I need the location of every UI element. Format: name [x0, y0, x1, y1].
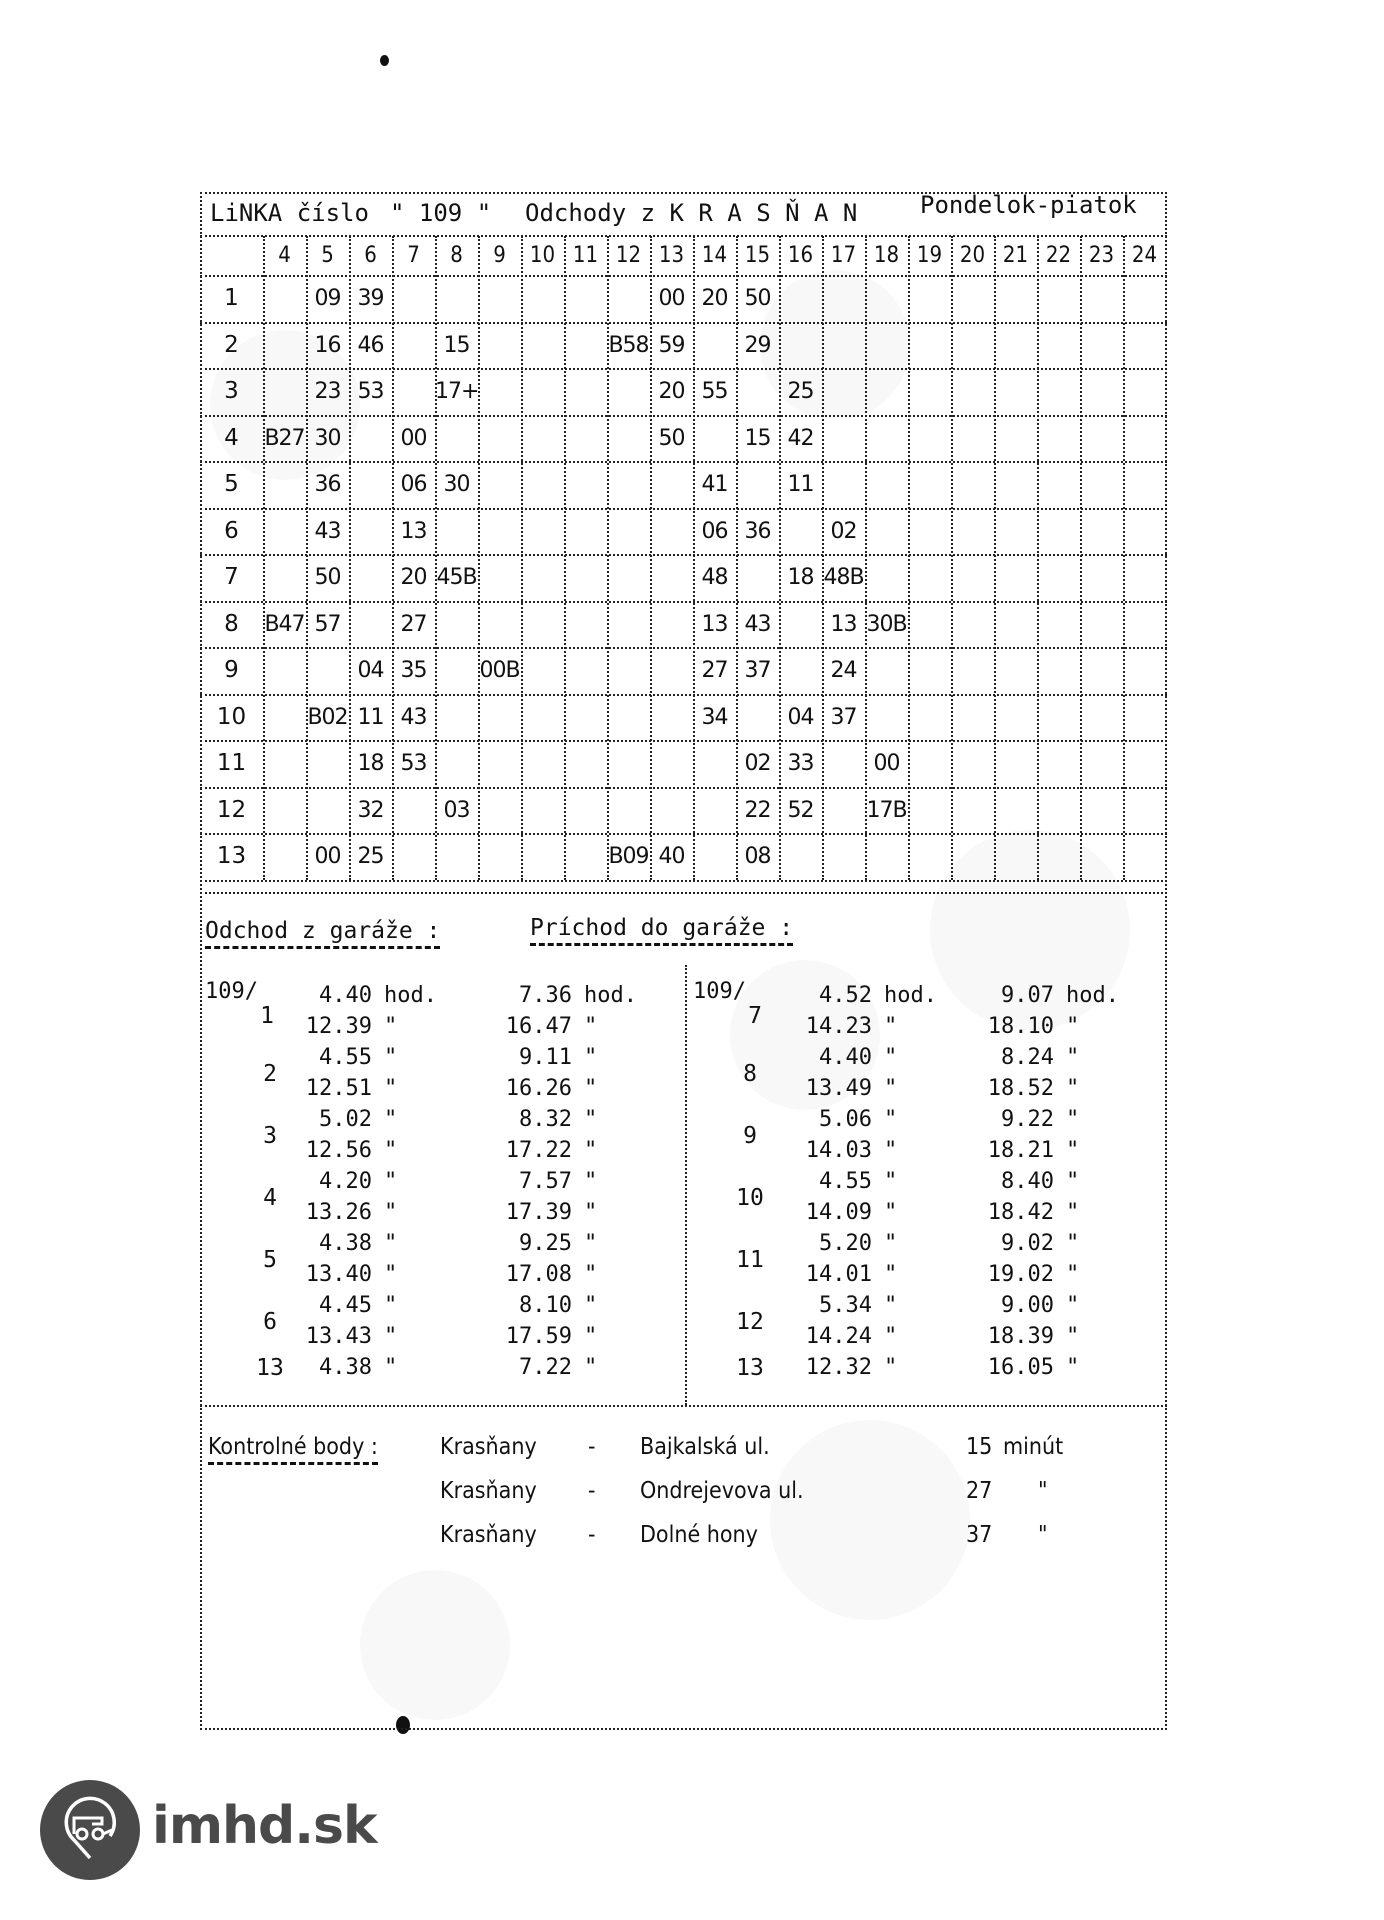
departure-minute: 53: [357, 379, 384, 404]
hour-column-divider: [779, 236, 781, 880]
garage-arrival-time: 18.10: [987, 1014, 1054, 1039]
hour-header: 7: [407, 243, 420, 268]
control-unit: ": [1038, 1478, 1048, 1504]
hour-header: 15: [744, 243, 771, 268]
control-unit: ": [1038, 1522, 1048, 1548]
departure-minute: B09: [608, 844, 649, 869]
row-label-divider: [263, 236, 265, 880]
control-divider: [200, 1405, 1167, 1407]
hour-header: 19: [916, 243, 943, 268]
ditto-mark: ": [1066, 1262, 1080, 1287]
departure-minute: 00: [314, 844, 341, 869]
ditto-mark: ": [584, 1045, 598, 1070]
ditto-mark: ": [884, 1169, 898, 1194]
control-points-label: Kontrolné body :: [208, 1434, 378, 1465]
ditto-mark: ": [884, 1231, 898, 1256]
bus-number: 13: [256, 1355, 284, 1381]
garage-arrival-time: 19.02: [987, 1262, 1054, 1287]
garage-arrival-time: 18.21: [987, 1138, 1054, 1163]
departure-minute: 43: [744, 611, 771, 637]
bus-number: 5: [263, 1246, 277, 1273]
departure-minute: 09: [314, 286, 341, 311]
garage-departure-title: [205, 918, 440, 944]
ditto-mark: ": [384, 1107, 398, 1132]
departure-minute: 22: [744, 797, 771, 823]
garage-arrival-time: 7.22: [519, 1355, 572, 1380]
hours-unit: hod.: [1066, 983, 1119, 1008]
garage-prefix: 109/: [693, 979, 746, 1004]
control-dash: -: [588, 1478, 596, 1504]
garage-arrival-time: 8.32: [519, 1107, 572, 1132]
garage-arrival-time: 18.42: [987, 1200, 1054, 1225]
garage-arrival-time: 17.08: [505, 1262, 572, 1287]
row-divider: [200, 415, 1167, 417]
garage-arrival-time: 8.24: [1001, 1045, 1054, 1070]
bus-number: 6: [263, 1308, 277, 1335]
ditto-mark: ": [884, 1324, 898, 1349]
control-from: Krasňany: [440, 1434, 537, 1460]
hour-header: 12: [615, 243, 642, 268]
departure-minute: 13: [400, 518, 427, 544]
ditto-mark: ": [584, 1107, 598, 1132]
ditto-mark: ": [1066, 1355, 1080, 1380]
ditto-mark: ": [1066, 1231, 1080, 1256]
hour-header: 8: [450, 243, 463, 268]
ditto-mark: ": [884, 1014, 898, 1039]
ditto-mark: ": [384, 1014, 398, 1039]
departure-minute: 40: [658, 844, 685, 869]
garage-departure-time: 14.23: [805, 1014, 872, 1039]
departure-minute: 02: [744, 751, 771, 776]
departure-minute: 03: [443, 797, 470, 823]
departure-minute: 02: [830, 518, 857, 544]
departure-minute: 24: [830, 658, 857, 683]
hour-column-divider: [564, 236, 566, 880]
departure-minute: 37: [830, 704, 857, 730]
departure-minute: 17+: [435, 379, 479, 404]
ditto-mark: ": [884, 1293, 898, 1318]
ditto-mark: ": [1066, 1107, 1080, 1132]
departure-minute: B58: [608, 332, 649, 358]
control-from: Krasňany: [440, 1478, 537, 1504]
departure-minute: 25: [357, 844, 384, 869]
operating-days: Pondelok-piatok: [920, 191, 1137, 219]
row-divider: [200, 647, 1167, 649]
departure-minute: 27: [701, 658, 728, 683]
ditto-mark: ": [584, 1324, 598, 1349]
hours-unit: hod.: [584, 983, 637, 1008]
ditto-mark: ": [584, 1293, 598, 1318]
garage-departure-time: 12.32: [805, 1355, 872, 1380]
departure-minute: 59: [658, 332, 685, 358]
bus-number: 9: [743, 1122, 757, 1149]
departure-minute: 29: [744, 332, 771, 358]
ditto-mark: ": [384, 1231, 398, 1256]
garage-departure-label: Odchod z garáže :: [205, 918, 440, 949]
garage-arrival-time: 17.22: [505, 1138, 572, 1163]
departure-minute: 50: [314, 565, 341, 590]
garage-arrival-time: 17.39: [505, 1200, 572, 1225]
ditto-mark: ": [884, 1200, 898, 1225]
row-label: 5: [224, 471, 239, 497]
garage-departure-time: 4.20: [319, 1169, 372, 1194]
hour-header: 21: [1002, 243, 1029, 268]
bus-number: 10: [736, 1184, 764, 1211]
garage-departure-time: 4.45: [319, 1293, 372, 1318]
garage-column-divider: [685, 965, 687, 1405]
garage-arrival-time: 18.39: [987, 1324, 1054, 1349]
departure-minute: 30B: [866, 611, 907, 637]
ditto-mark: ": [384, 1169, 398, 1194]
departure-minute: 25: [787, 379, 814, 404]
bus-number: 7: [748, 1002, 762, 1029]
control-dash: -: [588, 1434, 596, 1460]
hour-header: 20: [959, 243, 986, 268]
garage-arrival-time: 16.26: [505, 1076, 572, 1101]
garage-departure-time: 5.20: [819, 1231, 872, 1256]
ditto-mark: ": [384, 1076, 398, 1101]
control-minutes: 37: [966, 1522, 993, 1548]
departures-from: Odchody z K R A S Ň A N: [525, 199, 858, 227]
departure-minute: 13: [701, 611, 728, 637]
departure-minute: 48B: [823, 565, 864, 590]
garage-departure-time: 4.38: [319, 1231, 372, 1256]
control-from: Krasňany: [440, 1522, 537, 1548]
row-divider: [200, 508, 1167, 510]
title-divider: [200, 235, 1167, 237]
departure-minute: B02: [307, 704, 348, 730]
departure-minute: 36: [314, 472, 341, 497]
garage-departure-time: 14.01: [805, 1262, 872, 1287]
hours-unit: hod.: [384, 983, 437, 1008]
departure-minute: 55: [701, 379, 728, 404]
departure-minute: 23: [314, 379, 341, 404]
bus-number: 8: [743, 1060, 757, 1087]
departure-minute: 36: [744, 518, 771, 544]
row-label: 13: [216, 843, 247, 869]
departure-minute: 00: [400, 425, 427, 451]
ditto-mark: ": [1066, 1324, 1080, 1349]
garage-arrival-time: 9.02: [1001, 1231, 1054, 1256]
control-to: Dolné hony: [640, 1522, 758, 1548]
hour-header: 11: [572, 243, 599, 268]
departure-minute: 18: [787, 565, 814, 590]
hour-column-divider: [693, 236, 695, 880]
departure-minute: 48: [701, 565, 728, 590]
garage-departure-time: 5.02: [319, 1107, 372, 1132]
departure-minute: 15: [744, 425, 771, 451]
garage-departure-time: 13.49: [805, 1076, 872, 1101]
ditto-mark: ": [1066, 1169, 1080, 1194]
hour-column-divider: [865, 236, 867, 880]
departure-minute: 41: [701, 472, 728, 497]
hour-header: 23: [1088, 243, 1115, 268]
row-divider: [200, 601, 1167, 603]
garage-departure-time: 5.06: [819, 1107, 872, 1132]
departure-minute: B27: [264, 425, 305, 451]
garage-arrival-time: 18.52: [987, 1076, 1054, 1101]
garage-departure-time: 4.40: [319, 983, 372, 1008]
departure-minute: 30: [443, 472, 470, 497]
hour-header: 16: [787, 243, 814, 268]
bus-number: 4: [263, 1184, 277, 1211]
garage-arrival-time: 16.05: [987, 1355, 1054, 1380]
departure-minute: 57: [314, 611, 341, 637]
line-label: LiNKA číslo: [210, 199, 369, 227]
ditto-mark: ": [384, 1293, 398, 1318]
ditto-mark: ": [384, 1138, 398, 1163]
departure-minute: 35: [400, 658, 427, 683]
row-label: 6: [224, 517, 239, 544]
garage-arrival-label: Príchod do garáže :: [530, 915, 793, 946]
departure-minute: 43: [400, 704, 427, 730]
departure-minute: 34: [701, 704, 728, 730]
hour-header: 9: [493, 243, 506, 268]
hour-header: 24: [1131, 243, 1158, 268]
row-divider: [200, 740, 1167, 742]
garage-arrival-time: 9.25: [519, 1231, 572, 1256]
row-label: 1: [224, 285, 239, 311]
garage-arrival-time: 8.10: [519, 1293, 572, 1318]
control-to: Ondrejevova ul.: [640, 1478, 804, 1504]
hour-header: 22: [1045, 243, 1072, 268]
bus-pin-icon: [40, 1780, 140, 1880]
garage-arrival-time: 9.22: [1001, 1107, 1054, 1132]
departure-minute: 37: [744, 658, 771, 683]
garage-prefix: 109/: [205, 979, 258, 1004]
departure-minute: 50: [744, 286, 771, 311]
row-divider: [200, 694, 1167, 696]
departure-minute: B47: [264, 611, 305, 637]
departure-minute: 20: [400, 565, 427, 590]
departure-minute: 20: [658, 379, 685, 404]
departure-minute: 04: [357, 658, 384, 683]
departure-minute: 27: [400, 611, 427, 637]
ditto-mark: ": [384, 1045, 398, 1070]
garage-departure-time: 12.56: [305, 1138, 372, 1163]
departure-minute: 46: [357, 332, 384, 358]
row-divider: [200, 322, 1167, 324]
brand-name: imhd.sk: [152, 1796, 377, 1856]
row-label: 8: [224, 610, 239, 637]
bus-number: 1: [260, 1002, 274, 1029]
row-label: 3: [224, 378, 239, 404]
bus-number: 11: [736, 1246, 764, 1273]
bus-number: 13: [736, 1355, 764, 1381]
row-divider: [200, 368, 1167, 370]
garage-departure-time: 5.34: [819, 1293, 872, 1318]
hour-header: 13: [658, 243, 685, 268]
row-label: 2: [224, 331, 239, 358]
ditto-mark: ": [584, 1014, 598, 1039]
row-label: 11: [216, 750, 247, 776]
hour-column-divider: [1080, 236, 1082, 880]
departure-minute: 00: [873, 751, 900, 776]
ditto-mark: ": [384, 1324, 398, 1349]
departure-minute: 08: [744, 844, 771, 869]
bus-number: 12: [736, 1308, 764, 1335]
row-divider: [200, 787, 1167, 789]
ditto-mark: ": [1066, 1293, 1080, 1318]
departure-minute: 13: [830, 611, 857, 637]
departure-minute: 06: [701, 518, 728, 544]
ditto-mark: ": [1066, 1076, 1080, 1101]
garage-arrival-time: 16.47: [505, 1014, 572, 1039]
control-unit: minút: [1003, 1434, 1064, 1460]
departure-minute: 53: [400, 751, 427, 776]
departure-minute: 20: [701, 286, 728, 311]
hour-header: 10: [529, 243, 556, 268]
departure-minute: 43: [314, 518, 341, 544]
garage-arrival-time: 17.59: [505, 1324, 572, 1349]
departure-minute: 30: [314, 425, 341, 451]
line-number: " 109 ": [390, 199, 492, 227]
garage-departure-time: 13.26: [305, 1200, 372, 1225]
departure-minute: 42: [787, 425, 814, 451]
garage-departure-time: 12.39: [305, 1014, 372, 1039]
garage-arrival-time: 9.07: [1001, 983, 1054, 1008]
row-label: 12: [216, 796, 247, 823]
ditto-mark: ": [584, 1169, 598, 1194]
ditto-mark: ": [884, 1355, 898, 1380]
ditto-mark: ": [884, 1045, 898, 1070]
hour-column-divider: [478, 236, 480, 880]
hour-column-divider: [908, 236, 910, 880]
ditto-mark: ": [384, 1355, 398, 1380]
hour-header: 17: [830, 243, 857, 268]
hour-column-divider: [1123, 236, 1125, 880]
garage-departure-time: 12.51: [305, 1076, 372, 1101]
row-divider: [200, 461, 1167, 463]
departure-minute: 16: [314, 332, 341, 358]
hour-header: 4: [278, 243, 291, 268]
departure-minute: 06: [400, 472, 427, 497]
ditto-mark: ": [1066, 1045, 1080, 1070]
ditto-mark: ": [584, 1231, 598, 1256]
hour-header: 18: [873, 243, 900, 268]
departure-minute: 00B: [479, 658, 520, 683]
garage-departure-time: 4.55: [319, 1045, 372, 1070]
control-points-title: [208, 1434, 378, 1460]
departure-minute: 18: [357, 751, 384, 776]
departure-minute: 32: [357, 797, 384, 823]
garage-departure-time: 13.43: [305, 1324, 372, 1349]
garage-departure-time: 14.09: [805, 1200, 872, 1225]
row-label: 4: [224, 424, 239, 451]
departure-minute: 33: [787, 751, 814, 776]
row-label: 9: [224, 657, 239, 683]
ditto-mark: ": [584, 1138, 598, 1163]
garage-departure-time: 4.38: [319, 1355, 372, 1380]
ditto-mark: ": [584, 1355, 598, 1380]
hour-column-divider: [822, 236, 824, 880]
departure-minute: 00: [658, 286, 685, 311]
ditto-mark: ": [884, 1262, 898, 1287]
departure-minute: 17B: [866, 797, 907, 823]
row-label: 7: [224, 564, 239, 590]
hour-header: 14: [701, 243, 728, 268]
ditto-mark: ": [1066, 1200, 1080, 1225]
garage-departure-time: 4.52: [819, 983, 872, 1008]
hour-column-divider: [521, 236, 523, 880]
bus-number: 3: [263, 1122, 277, 1149]
hour-column-divider: [392, 236, 394, 880]
scan-speck: [380, 55, 389, 66]
departure-minute: 11: [787, 472, 814, 497]
ditto-mark: ": [384, 1262, 398, 1287]
bus-pin-icon-glyph: [40, 1780, 140, 1880]
ditto-mark: ": [584, 1076, 598, 1101]
ditto-mark: ": [884, 1107, 898, 1132]
ditto-mark: ": [884, 1076, 898, 1101]
departure-minute: 04: [787, 704, 814, 730]
garage-arrival-time: 7.36: [519, 983, 572, 1008]
section-divider: [200, 892, 1167, 894]
departure-minute: 50: [658, 425, 685, 451]
bus-number: 2: [263, 1060, 277, 1087]
row-label: 10: [216, 703, 247, 730]
row-divider: [200, 833, 1167, 835]
ditto-mark: ": [584, 1200, 598, 1225]
ditto-mark: ": [384, 1200, 398, 1225]
hours-unit: hod.: [884, 983, 937, 1008]
ditto-mark: ": [584, 1262, 598, 1287]
ditto-mark: ": [884, 1138, 898, 1163]
garage-departure-time: 14.24: [805, 1324, 872, 1349]
hours-divider: [200, 275, 1167, 277]
garage-arrival-time: 8.40: [1001, 1169, 1054, 1194]
control-dash: -: [588, 1522, 596, 1548]
garage-arrival-time: 9.11: [519, 1045, 572, 1070]
garage-departure-time: 4.40: [819, 1045, 872, 1070]
garage-arrival-time: 7.57: [519, 1169, 572, 1194]
garage-arrival-title: [530, 915, 793, 941]
garage-departure-time: 13.40: [305, 1262, 372, 1287]
hour-column-divider: [994, 236, 996, 880]
ditto-mark: ": [1066, 1138, 1080, 1163]
control-to: Bajkalská ul.: [640, 1434, 770, 1460]
departure-minute: 39: [357, 286, 384, 311]
grid-bottom: [200, 880, 1167, 882]
garage-arrival-time: 9.00: [1001, 1293, 1054, 1318]
garage-departure-time: 4.55: [819, 1169, 872, 1194]
control-minutes: 27: [966, 1478, 993, 1504]
hour-column-divider: [1037, 236, 1039, 880]
hour-header: 6: [364, 243, 377, 268]
ditto-mark: ": [1066, 1014, 1080, 1039]
departure-minute: 45B: [436, 565, 477, 590]
garage-departure-time: 14.03: [805, 1138, 872, 1163]
control-minutes: 15: [966, 1434, 993, 1460]
row-divider: [200, 554, 1167, 556]
departure-minute: 11: [357, 704, 384, 730]
departure-minute: 15: [443, 332, 470, 358]
departure-minute: 52: [787, 797, 814, 823]
hour-header: 5: [321, 243, 334, 268]
hour-column-divider: [951, 236, 953, 880]
